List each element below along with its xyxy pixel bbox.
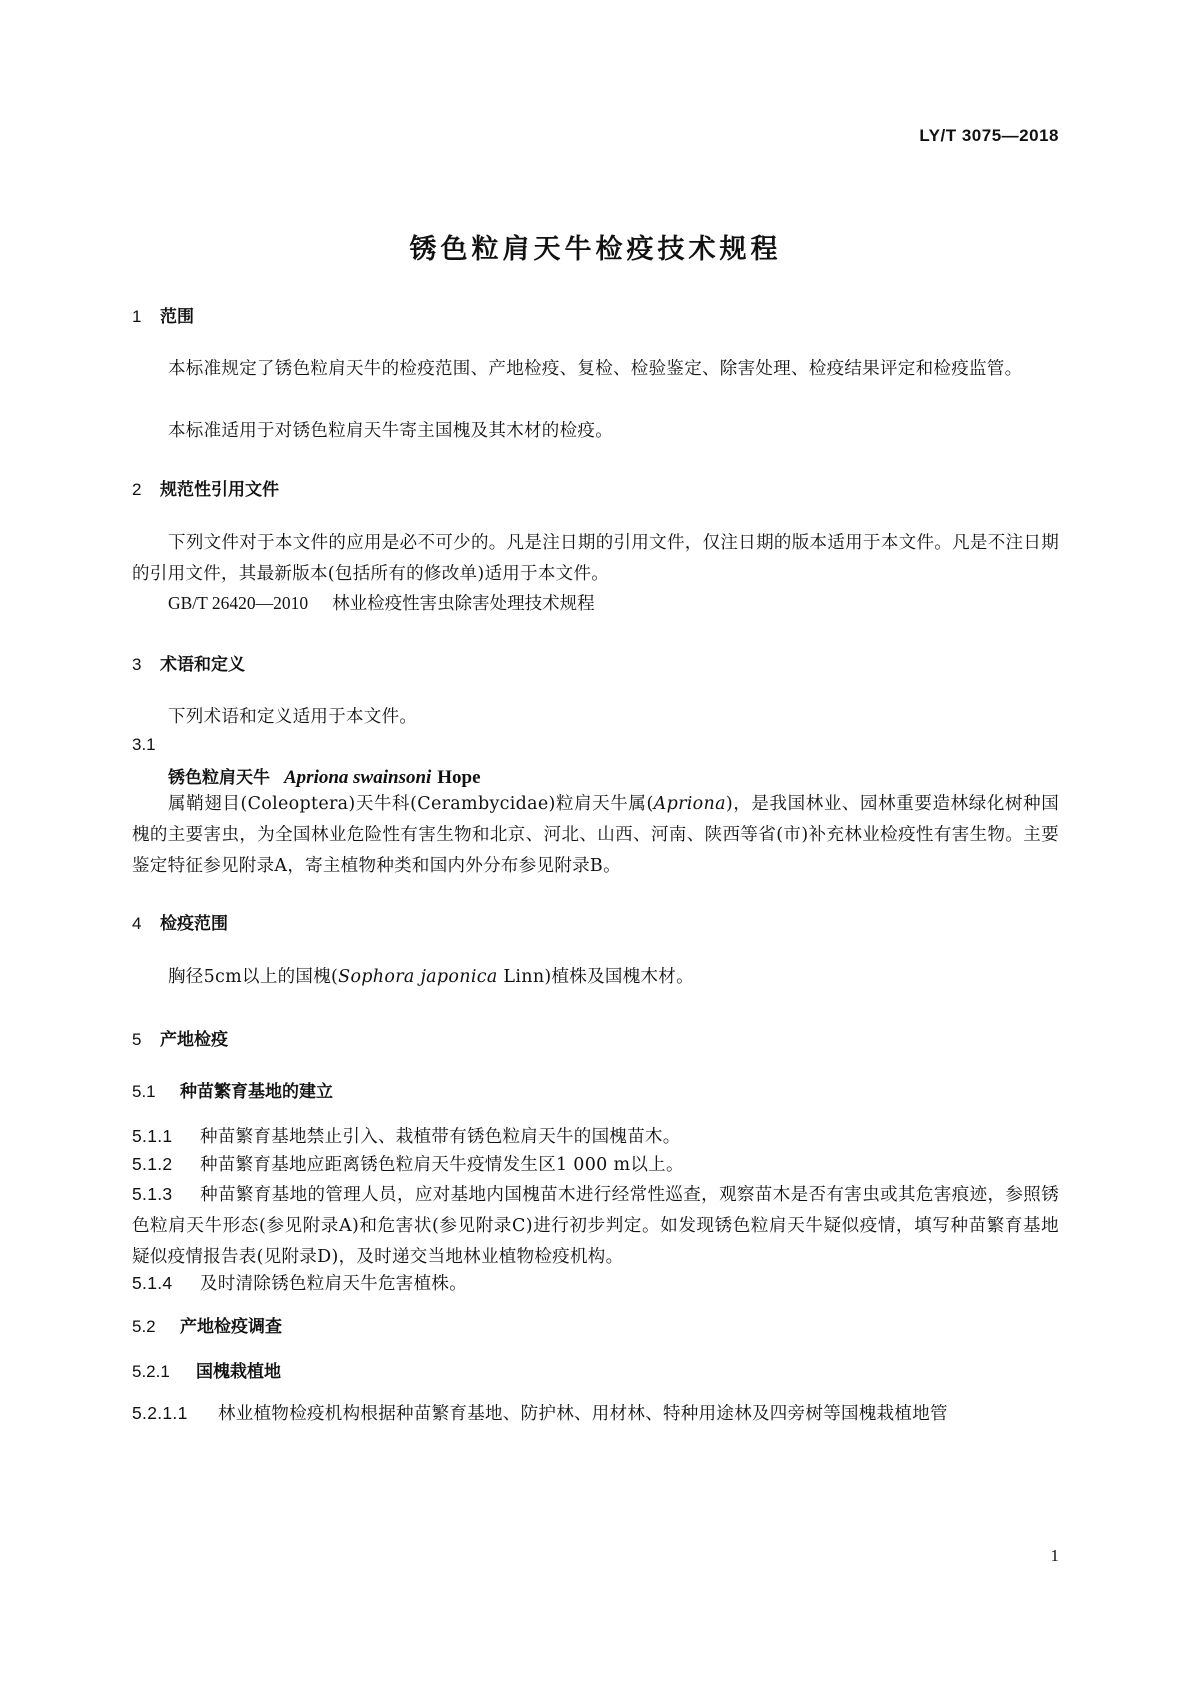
- section-number: 5.2.1: [132, 1362, 170, 1381]
- section-2-heading: [132, 475, 279, 500]
- clause-number: 5.1.1: [132, 1126, 173, 1146]
- section-4-paragraph-1: [132, 962, 1059, 993]
- term-definition: [132, 789, 1059, 882]
- section-title: 检疫范围: [160, 914, 228, 934]
- clause-text: 及时清除锈色粒肩天牛危害植株。: [200, 1274, 467, 1294]
- term-author: Hope: [437, 767, 481, 788]
- section-number: 5.2: [132, 1317, 156, 1336]
- clause-number: 5.1.2: [132, 1154, 173, 1174]
- section-title: 范围: [160, 307, 194, 327]
- species-name: Sophora japonica: [338, 967, 498, 987]
- section-number: 5: [132, 1030, 142, 1049]
- normative-reference: [168, 590, 595, 615]
- section-number: 3: [132, 655, 142, 674]
- page-number: 1: [1050, 1546, 1059, 1565]
- term-chinese: 锈色粒肩天牛: [168, 768, 270, 788]
- clause-text: 种苗繁育基地应距离锈色粒肩天牛疫情发生区1 000 m以上。: [200, 1155, 684, 1175]
- section-1-heading: [132, 302, 194, 327]
- clause-5-1-3: [132, 1179, 1059, 1273]
- section-number: 2: [132, 480, 142, 499]
- clause-number: 5.1.3: [132, 1184, 173, 1204]
- subsection-5-1-heading: [132, 1077, 333, 1102]
- section-title: 种苗繁育基地的建立: [180, 1082, 333, 1102]
- clause-text: 种苗繁育基地的管理人员，应对基地内国槐苗木进行经常性巡查，观察苗木是否有害虫或其危害痕迹，参照锈色粒肩天牛形态(参见附录A)和危害状(参见附录C)进行初步判定。如发现锈色粒肩天牛疑似疫情，填写种苗繁育基地疑似疫情报告表(见附录D)，及时递交当地林业植物检疫机构。: [132, 1185, 1059, 1267]
- clause-5-2-1-1: [132, 1398, 1059, 1430]
- definition-text-b: )，是我国林业、园林重要造林绿化树种国槐的主要害虫，为全国林业危险性有害生物和北京、河北、山西、河南、陕西等省(市)补充林业检疫性有害生物。主要鉴定特征参见附录A，寄主植物种类和国内外分布参见附录B。: [132, 794, 1059, 876]
- standard-number: LY/T 3075—2018: [919, 126, 1059, 145]
- section-1-paragraph-1: 本标准规定了锈色粒肩天牛的检疫范围、产地检疫、复检、检验鉴定、除害处理、检疫结果评定和检疫监管。: [168, 359, 1023, 379]
- section-3-heading: [132, 650, 245, 675]
- clause-text: 林业植物检疫机构根据种苗繁育基地、防护林、用材林、特种用途林及四旁树等国槐栽植地管: [218, 1404, 948, 1424]
- document-title: 锈色粒肩天牛检疫技术规程: [409, 234, 782, 265]
- section-number: 1: [132, 307, 142, 326]
- term-number: 3.1: [132, 735, 156, 754]
- clause-5-1-2: [132, 1149, 1059, 1181]
- scope-text-a: 胸径5cm以上的国槐(: [168, 967, 339, 987]
- scope-text-b: Linn)植株及国槐木材。: [497, 967, 694, 987]
- section-title: 产地检疫: [160, 1030, 228, 1050]
- clause-number: 5.2.1.1: [132, 1403, 188, 1423]
- subsection-5-2-heading: [132, 1312, 282, 1337]
- section-title: 产地检疫调查: [180, 1317, 282, 1337]
- definition-text-a: 属鞘翅目(Coleoptera)天牛科(Cerambycidae)粒肩天牛属(: [168, 794, 654, 814]
- section-number: 4: [132, 914, 142, 933]
- clause-text: 种苗繁育基地禁止引入、栽植带有锈色粒肩天牛的国槐苗木。: [200, 1127, 681, 1147]
- section-title: 规范性引用文件: [160, 480, 279, 500]
- section-3-paragraph-1: 下列术语和定义适用于本文件。: [168, 707, 418, 727]
- section-5-heading: [132, 1025, 228, 1050]
- term-entry: [168, 763, 481, 789]
- clause-number: 5.1.4: [132, 1273, 173, 1293]
- section-number: 5.1: [132, 1082, 156, 1101]
- term-latin: Apriona swainsoni: [284, 767, 432, 788]
- reference-title: 林业检疫性害虫除害处理技术规程: [332, 594, 595, 614]
- subsection-5-2-1-heading: [132, 1357, 281, 1382]
- section-title: 术语和定义: [160, 655, 245, 675]
- section-2-paragraph-1: 下列文件对于本文件的应用是必不可少的。凡是注日期的引用文件，仅注日期的版本适用于本文件。凡是不注日期的引用文件，其最新版本(包括所有的修改单)适用于本文件。: [132, 533, 1059, 584]
- section-4-heading: [132, 909, 228, 934]
- reference-code: GB/T 26420—2010: [168, 593, 309, 613]
- section-title: 国槐栽植地: [196, 1362, 281, 1382]
- definition-genus: Apriona: [653, 794, 726, 814]
- section-1-paragraph-2: 本标准适用于对锈色粒肩天牛寄主国槐及其木材的检疫。: [168, 421, 613, 441]
- clause-5-1-4: [132, 1268, 1059, 1300]
